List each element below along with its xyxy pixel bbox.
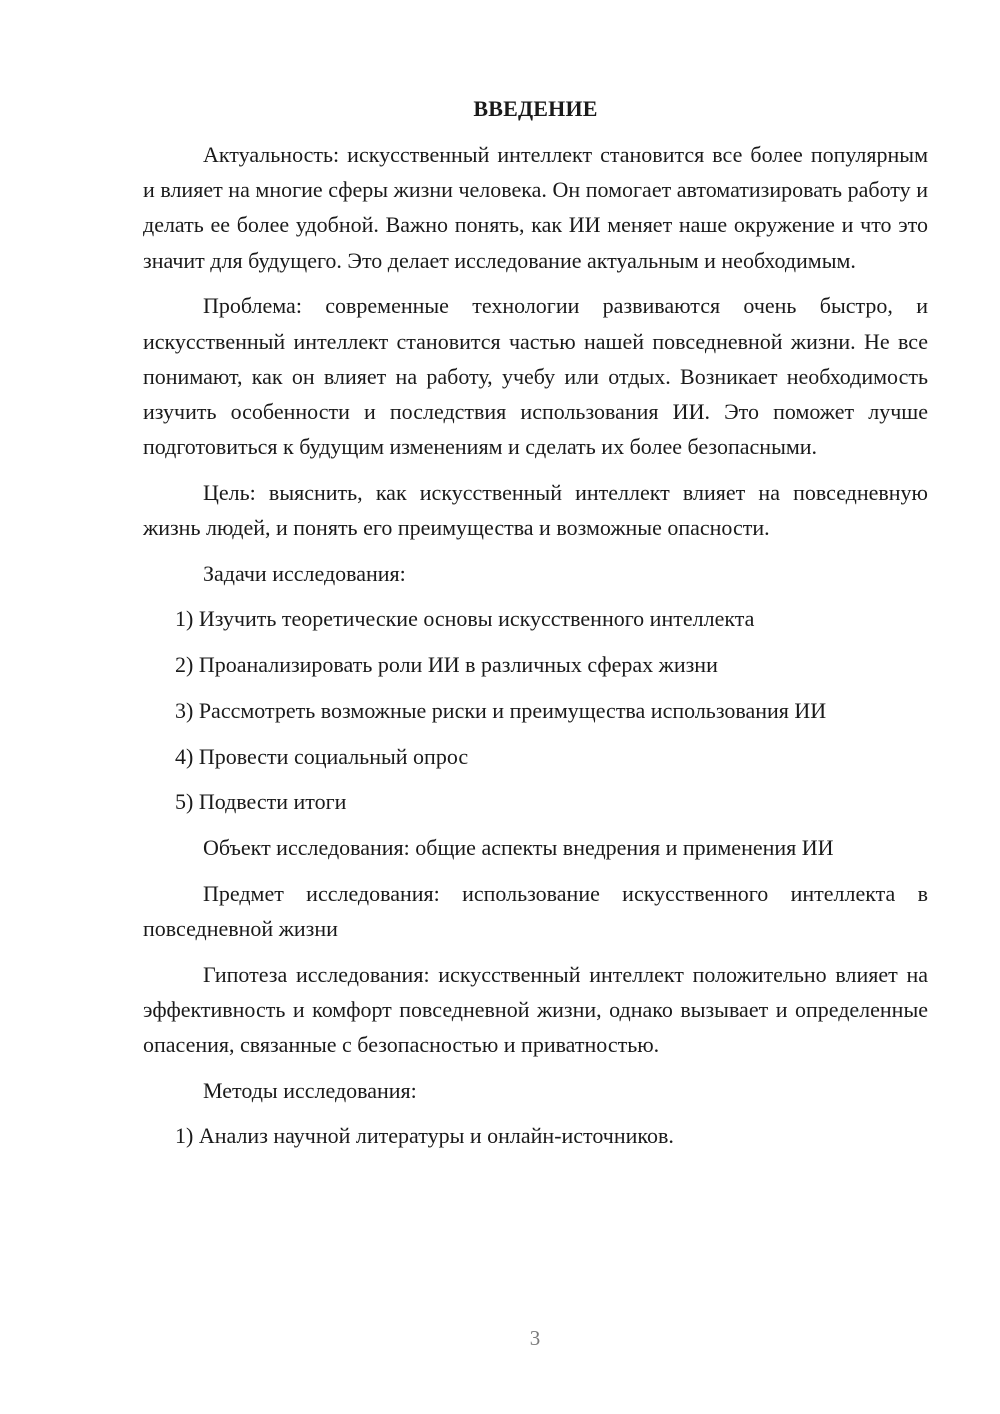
paragraph-problem: Проблема: современные технологии развиваются очень быстро, и искусственный интеллект становится частью нашей повседневной жизни. Не все понимают, как он влияет на работу, учебу или отдых. Возникает необходимость изучить особенности и последствия использования ИИ. Это поможет лучше подготовиться к будущим изменениям и сделать их более безопасными.	[143, 293, 928, 460]
methods-heading: Методы исследования:	[203, 1077, 417, 1103]
paragraph-subject: Предмет исследования: использование искусственного интеллекта в повседневной жизни	[143, 880, 928, 941]
tasks-heading: Задачи исследования:	[203, 560, 406, 586]
task-item: 2) Проанализировать роли ИИ в различных сферах жизни	[175, 652, 718, 678]
methods-list	[143, 1118, 928, 1153]
page-number: 3	[529, 1326, 541, 1350]
method-item: 1) Анализ научной литературы и онлайн-источников.	[175, 1123, 674, 1149]
document-page	[143, 94, 928, 1164]
paragraph-hypothesis: Гипотеза исследования: искусственный интеллект положительно влияет на эффективность и комфорт повседневной жизни, однако вызывает и определенные опасения, связанные с безопасностью и приватностью.	[143, 961, 928, 1057]
paragraph-relevance: Актуальность: искусственный интеллект становится все более популярным и влияет на многие сферы жизни человека. Он помогает автоматизировать работу и делать ее более удобной. Важно понять, как ИИ меняет наше окружение и что это значит для будущего. Это делает исследование актуальным и необходимым.	[143, 142, 928, 273]
paragraph-object: Объект исследования: общие аспекты внедрения и применения ИИ	[203, 834, 834, 860]
task-item: 5) Подвести итоги	[175, 789, 347, 815]
tasks-list	[143, 601, 928, 819]
section-title: ВВЕДЕНИЕ	[473, 96, 598, 121]
task-item: 1) Изучить теоретические основы искусственного интеллекта	[175, 606, 755, 632]
task-item: 4) Провести социальный опрос	[175, 743, 469, 769]
task-item: 3) Рассмотреть возможные риски и преимущества использования ИИ	[175, 697, 827, 723]
paragraph-goal: Цель: выяснить, как искусственный интеллект влияет на повседневную жизнь людей, и понять его преимущества и возможные опасности.	[143, 479, 928, 541]
